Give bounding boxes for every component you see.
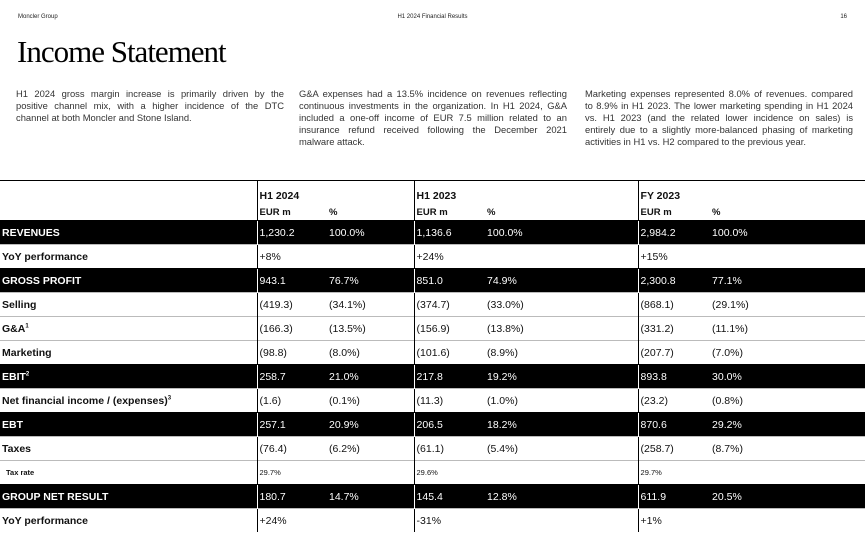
- percent-cell: 100.0%: [710, 221, 865, 245]
- period-header-h1-2023: H1 2023: [414, 181, 638, 205]
- percent-cell: [710, 245, 865, 269]
- row-label: [0, 437, 257, 461]
- row-label-text: Taxes: [2, 442, 31, 455]
- value-cell: +8%: [257, 245, 327, 269]
- row-label: [0, 365, 257, 389]
- table-row: [0, 293, 865, 317]
- percent-cell: 20.5%: [710, 485, 865, 509]
- percent-cell: (13.5%): [327, 317, 414, 341]
- percent-cell: (0.1%): [327, 389, 414, 413]
- percent-cell: 76.7%: [327, 269, 414, 293]
- table-row: [0, 437, 865, 461]
- period-header-h1-2024: H1 2024: [257, 181, 414, 205]
- percent-cell: 20.9%: [327, 413, 414, 437]
- row-label: [0, 293, 257, 317]
- row-label: [0, 341, 257, 365]
- row-label-text: GROUP NET RESULT: [2, 490, 109, 503]
- unit-header-row: [0, 204, 865, 221]
- row-label: [0, 245, 257, 269]
- value-cell: (166.3): [257, 317, 327, 341]
- percent-cell: [327, 245, 414, 269]
- percent-cell: 74.9%: [485, 269, 638, 293]
- value-cell: 29.7%: [257, 461, 327, 485]
- percent-cell: 18.2%: [485, 413, 638, 437]
- value-cell: (1.6): [257, 389, 327, 413]
- value-cell: (258.7): [638, 437, 710, 461]
- value-cell: 257.1: [257, 413, 327, 437]
- percent-cell: [485, 509, 638, 533]
- header-section: H1 2024 Financial Results: [397, 14, 468, 20]
- percent-cell: 12.8%: [485, 485, 638, 509]
- value-cell: +15%: [638, 245, 710, 269]
- value-cell: 29.7%: [638, 461, 710, 485]
- pct-label: %: [329, 206, 338, 218]
- value-cell: 258.7: [257, 365, 327, 389]
- percent-cell: [710, 461, 865, 485]
- intro-paragraph-gross-margin: H1 2024 gross margin increase is primarily driven by the positive channel mix, with a higher incidence of the DTC channel at both Moncler and Stone Island.: [16, 88, 284, 123]
- row-label-text: YoY performance: [2, 514, 88, 527]
- row-label: [0, 269, 257, 293]
- percent-cell: [485, 245, 638, 269]
- percent-cell: (6.2%): [327, 437, 414, 461]
- table-row: [0, 269, 865, 293]
- page-title: Income Statement: [17, 34, 226, 69]
- header-company: Moncler Group: [18, 14, 58, 20]
- value-cell: 206.5: [414, 413, 485, 437]
- row-label: [0, 509, 257, 533]
- value-cell: 180.7: [257, 485, 327, 509]
- value-cell: (23.2): [638, 389, 710, 413]
- value-cell: 1,230.2: [257, 221, 327, 245]
- percent-cell: [710, 509, 865, 533]
- percent-cell: [485, 461, 638, 485]
- percent-cell: (5.4%): [485, 437, 638, 461]
- header-blank: [0, 181, 257, 205]
- table-row: [0, 389, 865, 413]
- row-label: [0, 317, 257, 341]
- pct-label: %: [487, 206, 496, 218]
- value-cell: (156.9): [414, 317, 485, 341]
- footnote-marker: 3: [167, 395, 172, 401]
- value-cell: (61.1): [414, 437, 485, 461]
- pct-label: %: [712, 206, 721, 218]
- percent-cell: (33.0%): [485, 293, 638, 317]
- table-row: [0, 365, 865, 389]
- table-row: [0, 341, 865, 365]
- percent-cell: 100.0%: [485, 221, 638, 245]
- table-row: [0, 221, 865, 245]
- value-cell: 2,984.2: [638, 221, 710, 245]
- percent-cell: 21.0%: [327, 365, 414, 389]
- percent-cell: (34.1%): [327, 293, 414, 317]
- value-cell: (76.4): [257, 437, 327, 461]
- value-cell: 217.8: [414, 365, 485, 389]
- unit-label: EUR m: [414, 204, 485, 221]
- value-cell: 870.6: [638, 413, 710, 437]
- row-label-text: REVENUES: [2, 226, 60, 239]
- value-cell: +24%: [414, 245, 485, 269]
- percent-cell: 100.0%: [327, 221, 414, 245]
- percent-cell: 77.1%: [710, 269, 865, 293]
- table-row: [0, 509, 865, 533]
- table-row: [0, 245, 865, 269]
- value-cell: +1%: [638, 509, 710, 533]
- percent-cell: 19.2%: [485, 365, 638, 389]
- page-number: 16: [840, 14, 847, 20]
- table-row: [0, 413, 865, 437]
- table-row: [0, 317, 865, 341]
- percent-cell: 30.0%: [710, 365, 865, 389]
- percent-cell: (8.0%): [327, 341, 414, 365]
- income-statement-table: [0, 180, 865, 532]
- percent-cell: (29.1%): [710, 293, 865, 317]
- footnote-marker: 2: [25, 371, 30, 377]
- row-label-text: EBIT: [2, 370, 26, 383]
- row-label-text: Tax rate: [6, 468, 35, 477]
- value-cell: -31%: [414, 509, 485, 533]
- value-cell: 611.9: [638, 485, 710, 509]
- row-label-text: Selling: [2, 298, 37, 311]
- value-cell: (419.3): [257, 293, 327, 317]
- footnote-marker: 1: [25, 323, 29, 329]
- percent-cell: (11.1%): [710, 317, 865, 341]
- value-cell: (11.3): [414, 389, 485, 413]
- row-label-text: YoY performance: [2, 250, 88, 263]
- table-row: [0, 461, 865, 485]
- value-cell: 29.6%: [414, 461, 485, 485]
- value-cell: (98.8): [257, 341, 327, 365]
- row-label-text: GROSS PROFIT: [2, 274, 82, 287]
- row-label: [0, 413, 257, 437]
- row-label-text: EBT: [2, 418, 23, 431]
- row-label: [0, 461, 257, 485]
- value-cell: 943.1: [257, 269, 327, 293]
- value-cell: 145.4: [414, 485, 485, 509]
- row-label: [0, 221, 257, 245]
- period-header-row: [0, 181, 865, 205]
- value-cell: 851.0: [414, 269, 485, 293]
- value-cell: 1,136.6: [414, 221, 485, 245]
- percent-cell: (1.0%): [485, 389, 638, 413]
- unit-label: EUR m: [257, 204, 327, 221]
- percent-cell: (13.8%): [485, 317, 638, 341]
- unit-label: EUR m: [638, 204, 710, 221]
- value-cell: 2,300.8: [638, 269, 710, 293]
- value-cell: 893.8: [638, 365, 710, 389]
- percent-cell: (8.9%): [485, 341, 638, 365]
- row-label-text: Net financial income / (expenses): [2, 394, 168, 407]
- percent-cell: (7.0%): [710, 341, 865, 365]
- percent-cell: (0.8%): [710, 389, 865, 413]
- header-blank: [0, 204, 257, 221]
- value-cell: (331.2): [638, 317, 710, 341]
- value-cell: (374.7): [414, 293, 485, 317]
- value-cell: +24%: [257, 509, 327, 533]
- row-label: [0, 389, 257, 413]
- row-label-text: Marketing: [2, 346, 52, 359]
- percent-cell: 14.7%: [327, 485, 414, 509]
- table-row: [0, 485, 865, 509]
- value-cell: (101.6): [414, 341, 485, 365]
- percent-cell: (8.7%): [710, 437, 865, 461]
- percent-cell: 29.2%: [710, 413, 865, 437]
- value-cell: (868.1): [638, 293, 710, 317]
- intro-paragraph-marketing: Marketing expenses represented 8.0% of revenues. compared to 8.9% in H1 2023. The lower marketing spending in H1 2024 vs. H1 2023 (and the related lower incidence on sales) is entirely due to a slightly more-balanced phasing of marketing activities in H1 vs. H2 compared to the previous year.: [585, 88, 853, 147]
- period-header-fy-2023: FY 2023: [638, 181, 865, 205]
- row-label-text: G&A: [2, 322, 26, 335]
- value-cell: (207.7): [638, 341, 710, 365]
- row-label: [0, 485, 257, 509]
- percent-cell: [327, 509, 414, 533]
- percent-cell: [327, 461, 414, 485]
- intro-paragraph-ga: G&A expenses had a 13.5% incidence on revenues reflecting continuous investments in the organization. In H1 2024, G&A included a one-off income of EUR 7.5 million related to an insurance refund received following the December 2021 malware attack.: [299, 88, 567, 147]
